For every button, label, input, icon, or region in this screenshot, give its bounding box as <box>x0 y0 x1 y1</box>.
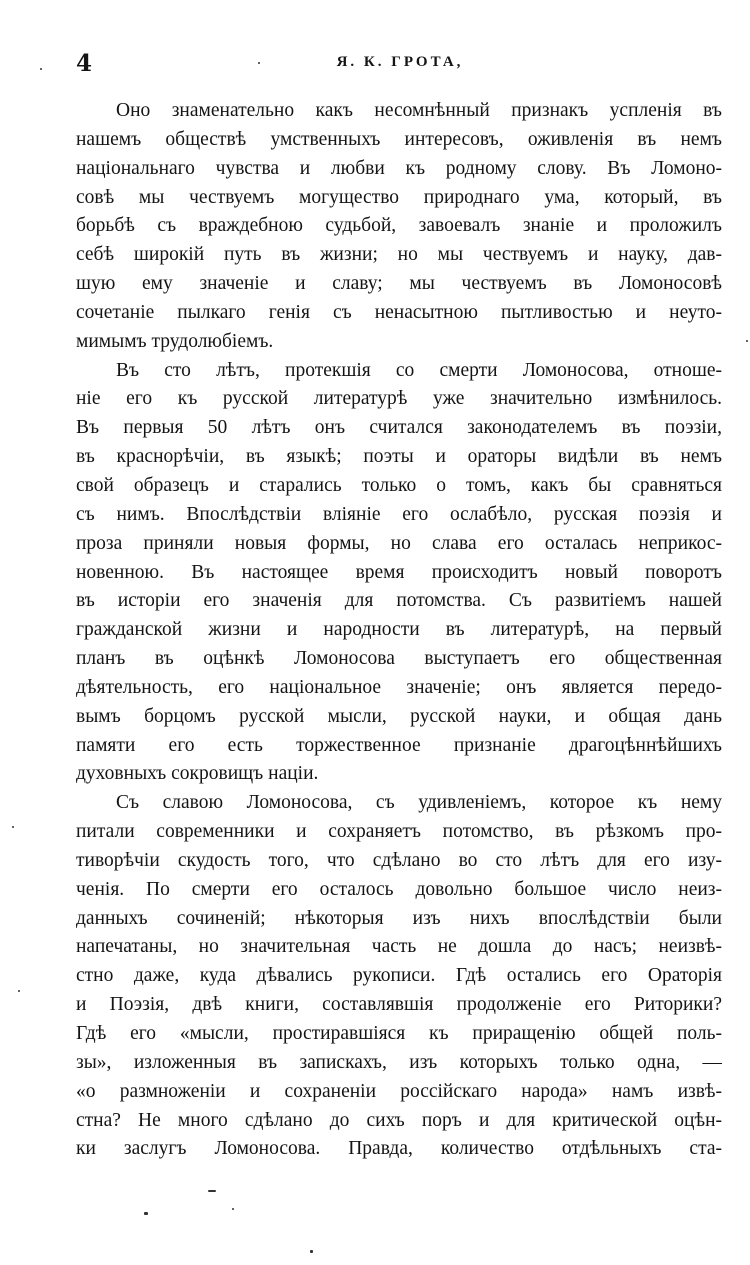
text-line: тиворѣчіи скудость того, что сдѣлано во сто лѣтъ для его изу- <box>76 849 722 871</box>
text-line: въ краснорѣчіи, въ языкѣ; поэты и ораторы видѣли въ немъ <box>76 446 722 468</box>
text-line: и Поэзія, двѣ книги, составлявшія продолженіе его Риторики? <box>76 994 722 1016</box>
text-line: ченія. По смерти его осталось довольно большое число неиз- <box>76 878 722 900</box>
text-line: новенною. Въ настоящее время происходитъ новый поворотъ <box>76 561 722 583</box>
page-number: 4 <box>76 50 93 77</box>
text-line: Съ славою Ломоносова, съ удивленіемъ, которое къ нему <box>116 792 722 814</box>
text-line: нашемъ обществѣ умственныхъ интересовъ, оживленія въ немъ <box>76 128 722 150</box>
text-line: питали современники и сохраняетъ потомство, въ рѣзкомъ про- <box>76 821 722 843</box>
text-line: проза приняли новыя формы, но слава его осталась неприкос- <box>76 532 722 554</box>
text-line: свой образецъ и старались только о томъ, какъ бы сравняться <box>76 474 722 496</box>
text-line: вымъ борцомъ русской мысли, русской науки, и общая дань <box>76 705 722 727</box>
text-line: «о размноженіи и сохраненіи россійскаго народа» намъ извѣ- <box>76 1080 722 1102</box>
text-line: совѣ мы чествуемъ могущество природнаго ума, который, въ <box>76 186 722 208</box>
text-line: дѣятельность, его національное значеніе; онъ является передо- <box>76 676 722 698</box>
text-line: гражданской жизни и народности въ литературѣ, на первый <box>76 619 722 641</box>
scan-speck <box>40 68 42 70</box>
text-line: мимымъ трудолюбіемъ. <box>76 330 274 352</box>
text-line: зы», изложенныя въ запискахъ, изъ которыхъ только одна, — <box>76 1051 722 1073</box>
scan-speck <box>232 1208 234 1210</box>
text-line: памяти его есть торжественное признаніе драгоцѣннѣйшихъ <box>76 734 722 756</box>
body-text <box>76 97 722 1164</box>
running-title: Я. К. ГРОТА, <box>336 54 464 70</box>
text-line: планъ въ оцѣнкѣ Ломоносова выступаетъ его общественная <box>76 648 722 670</box>
scan-speck <box>258 62 260 64</box>
text-line: духовныхъ сокровищъ націи. <box>76 763 319 785</box>
text-line: національнаго чувства и любви къ родному слову. Въ Ломоно- <box>76 157 722 179</box>
text-line: шую ему значеніе и славу; мы чествуемъ въ Ломоносовѣ <box>76 273 722 295</box>
scan-speck <box>310 1250 313 1253</box>
scan-speck <box>144 1212 148 1215</box>
paragraph-3 <box>76 789 722 1164</box>
scan-speck <box>208 1190 216 1192</box>
scan-speck <box>746 340 748 342</box>
text-line: Оно знаменательно какъ несомнѣнный признакъ успленія въ <box>116 100 722 121</box>
text-line: ки заслугъ Ломоносова. Правда, количество отдѣльныхъ ста- <box>76 1138 722 1160</box>
scan-speck <box>12 826 14 828</box>
text-line: Въ первыя 50 лѣтъ онъ считался законодателемъ въ поэзіи, <box>76 417 722 439</box>
text-line: стна? Не много сдѣлано до сихъ поръ и для критической оцѣн- <box>76 1109 722 1131</box>
text-line: данныхъ сочиненій; нѣкоторыя изъ нихъ впослѣдствіи были <box>76 907 722 929</box>
text-line: съ нимъ. Впослѣдствіи вліяніе его ослабѣло, русская поэзія и <box>76 503 722 525</box>
paragraph-2 <box>76 357 722 790</box>
paragraph-1 <box>76 97 722 357</box>
text-line: Въ сто лѣтъ, протекшія со смерти Ломоносова, отноше- <box>116 359 722 381</box>
text-line: стно даже, куда дѣвались рукописи. Гдѣ остались его Ораторія <box>76 965 722 987</box>
running-head <box>76 50 724 80</box>
scan-speck <box>18 990 20 992</box>
text-line: сочетаніе пылкаго генія съ ненасытною пытливостью и неуто- <box>76 301 722 323</box>
text-line: напечатаны, но значительная часть не дошла до насъ; неизвѣ- <box>76 936 722 958</box>
text-line: ніе его къ русской литературѣ уже значительно измѣнилось. <box>76 388 722 410</box>
text-line: Гдѣ его «мысли, простиравшіяся къ приращенію общей поль- <box>76 1023 722 1044</box>
text-line: въ исторіи его значенія для потомства. Съ развитіемъ нашей <box>76 590 722 612</box>
text-line: борьбѣ съ враждебною судьбой, завоевалъ знаніе и проложилъ <box>76 215 722 237</box>
text-line: себѣ широкій путь въ жизни; но мы чествуемъ и науку, дав- <box>76 244 722 266</box>
